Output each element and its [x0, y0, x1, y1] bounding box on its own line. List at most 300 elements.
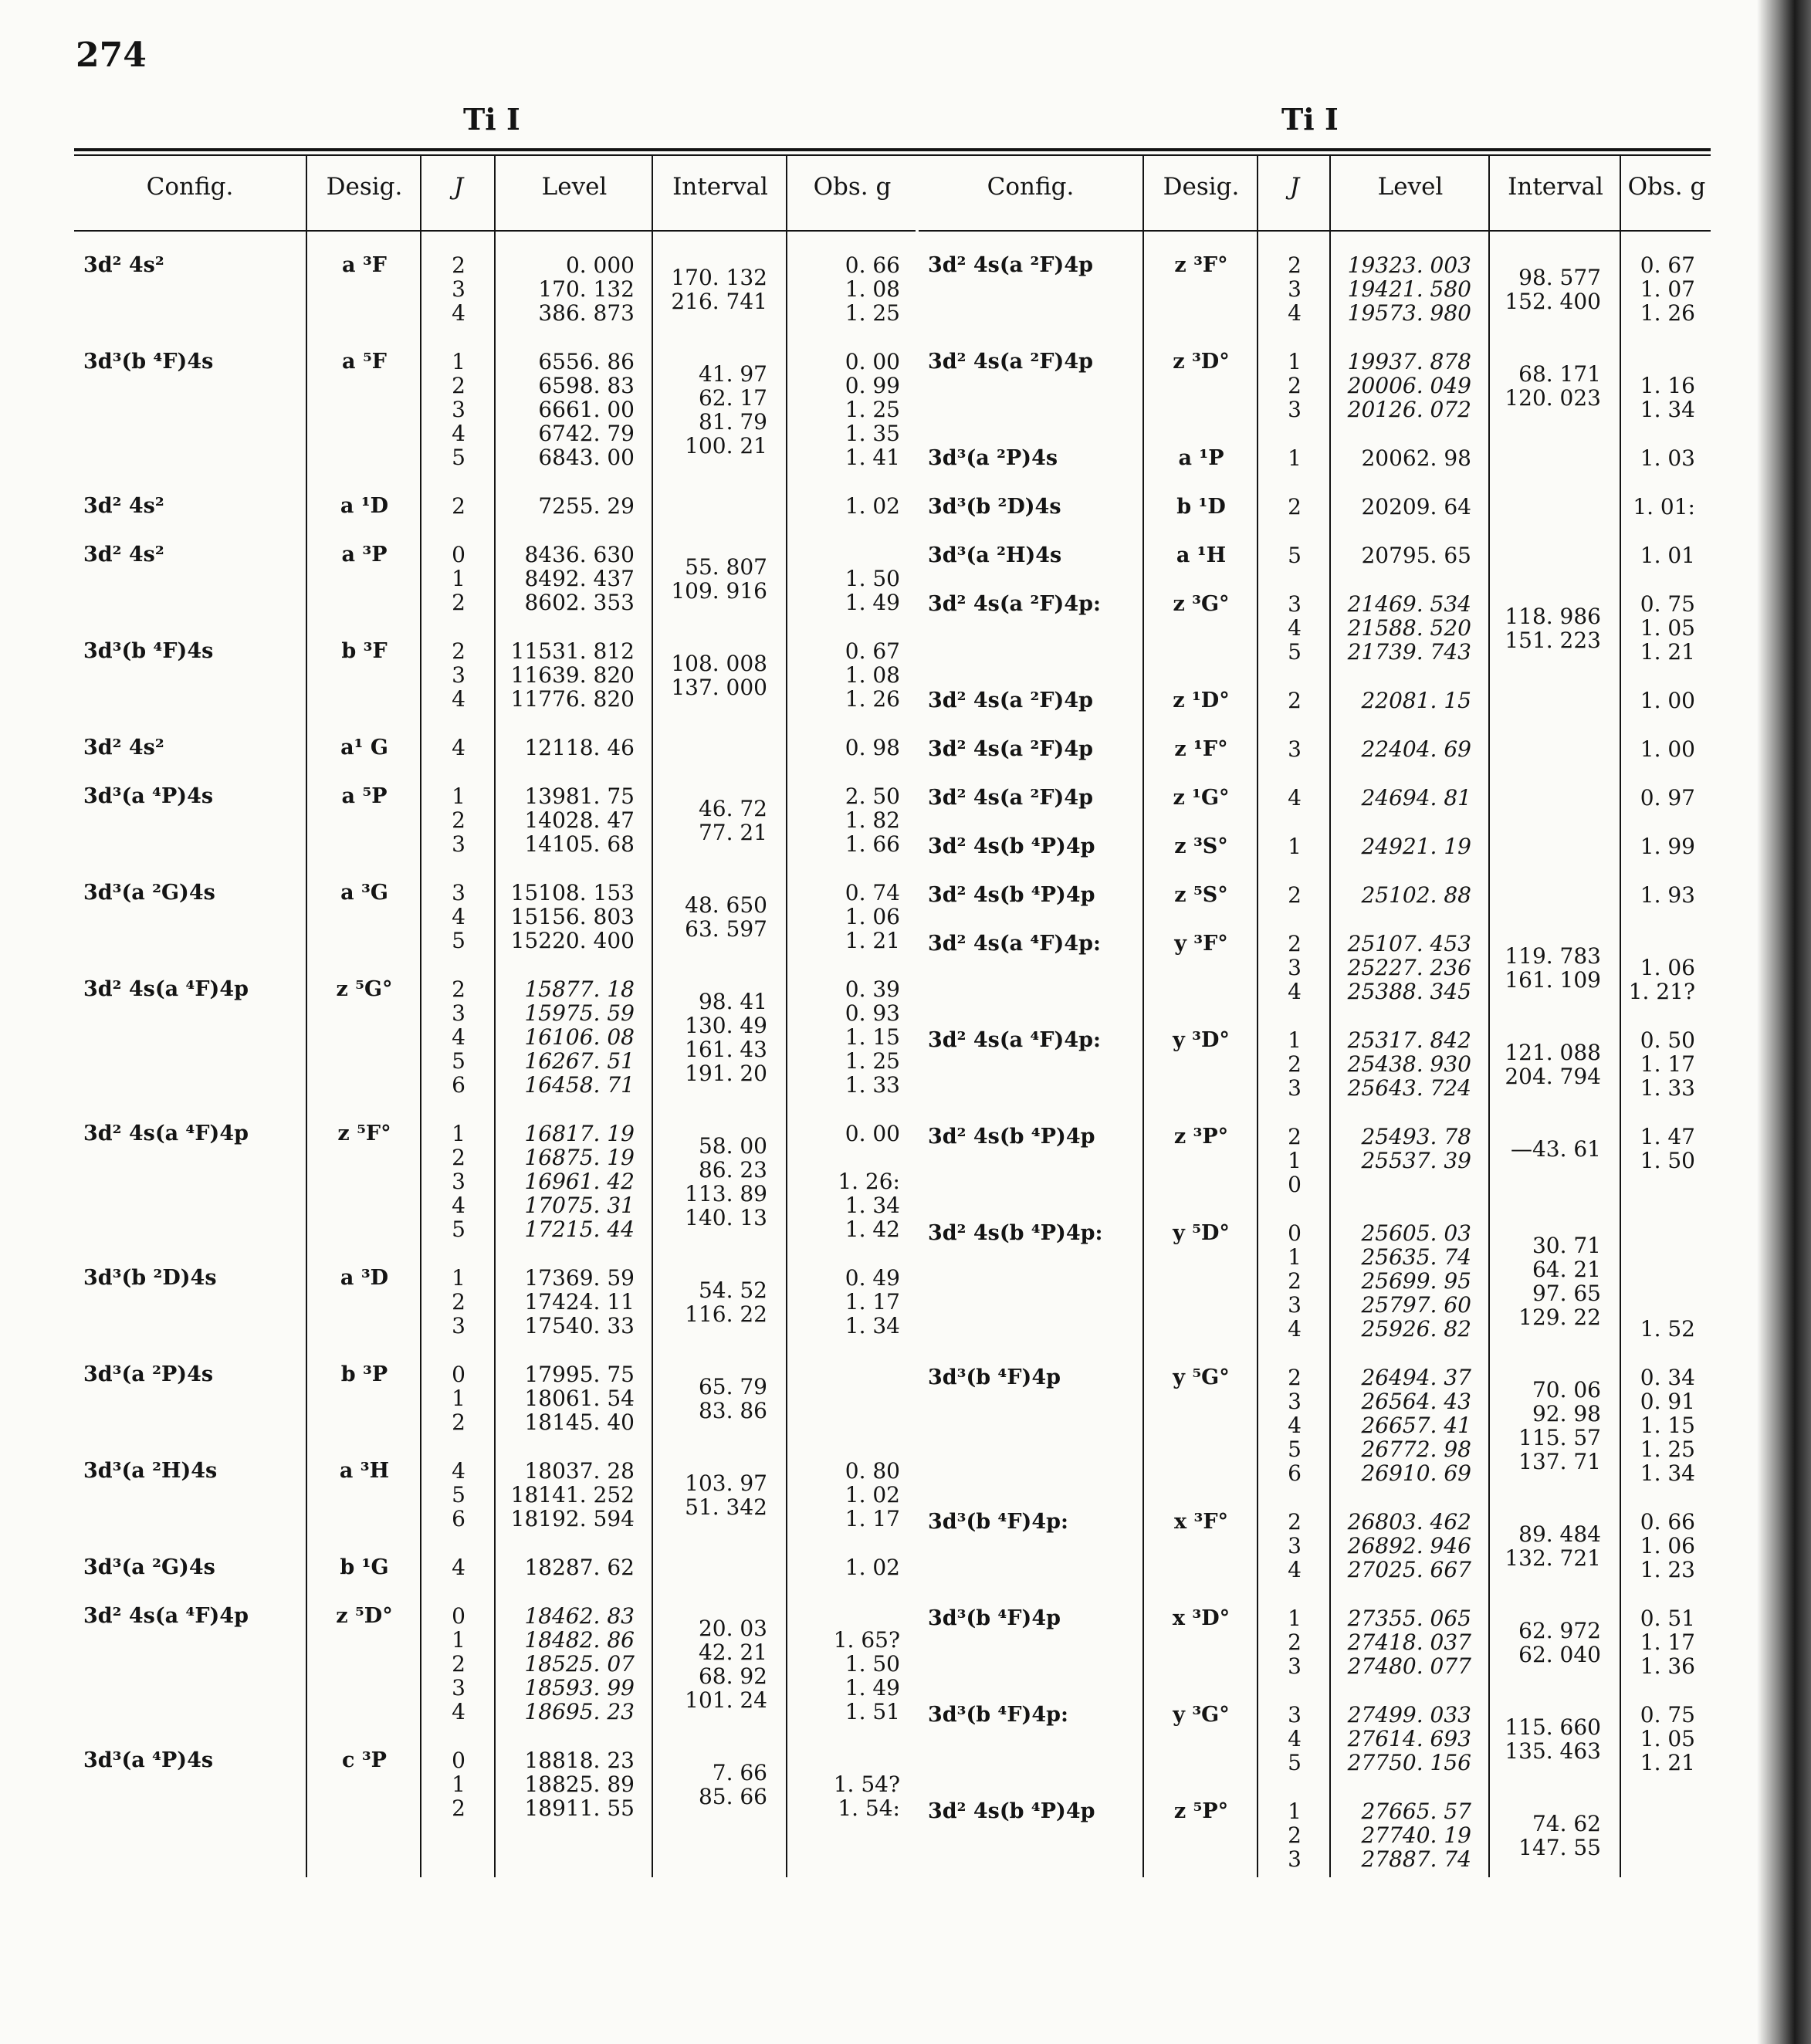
j-value: 4 [1288, 1726, 1302, 1751]
j-value: 5 [452, 1217, 465, 1242]
obs-g-value: 1. 50 [1640, 1148, 1695, 1173]
j-value: 0 [1288, 1172, 1302, 1197]
obs-g-value: 1. 05 [1640, 615, 1695, 641]
obs-g-value: 1. 42 [845, 1217, 900, 1242]
level-value: 20062. 98 [1361, 445, 1471, 471]
interval-value: 170. 132 [671, 265, 767, 290]
level-value: 24921. 19 [1361, 834, 1471, 859]
designation-cell: z ⁵S° [1174, 883, 1228, 907]
level-value: 20126. 072 [1347, 397, 1471, 422]
j-value: 4 [452, 735, 465, 760]
designation-cell: a ¹D [340, 494, 389, 518]
config-cell: 3d³(b ⁴F)4p [928, 1365, 1061, 1389]
designation-cell: z ⁵G° [336, 977, 393, 1001]
j-value: 3 [452, 276, 465, 302]
table-row [919, 446, 1711, 470]
interval-value: 108. 008 [671, 651, 767, 676]
j-value: 3 [1288, 276, 1302, 302]
page-number: 274 [76, 36, 147, 75]
table-row [919, 1365, 1711, 1485]
designation-cell: a ³D [340, 1266, 389, 1290]
config-cell: 3d³(b ⁴F)4s [83, 639, 214, 663]
j-value: 3 [1288, 1292, 1302, 1318]
obs-g-value: 1. 50 [845, 566, 900, 591]
j-value: 1 [452, 1627, 465, 1653]
j-value: 4 [452, 1458, 465, 1484]
level-value: 25102. 88 [1361, 882, 1471, 908]
interval-value: 86. 23 [698, 1157, 767, 1183]
level-value: 18482. 86 [524, 1627, 635, 1653]
j-value: 2 [1288, 373, 1302, 398]
config-cell: 3d³(a ⁴P)4s [83, 784, 214, 808]
level-value: 26910. 69 [1361, 1460, 1471, 1486]
level-value: 25317. 842 [1347, 1027, 1471, 1053]
level-value: 24694. 81 [1361, 785, 1471, 810]
level-value: 27887. 74 [1361, 1846, 1471, 1872]
j-value: 3 [452, 1000, 465, 1026]
obs-g-value: 1. 16 [1640, 373, 1695, 398]
level-value: 170. 132 [538, 276, 635, 302]
j-value: 4 [452, 1555, 465, 1580]
j-value: 5 [1288, 639, 1302, 665]
level-value: 21588. 520 [1347, 615, 1471, 641]
obs-g-value: 1. 02 [845, 1555, 900, 1580]
interval-value: 137. 71 [1518, 1449, 1601, 1474]
level-value: 17369. 59 [524, 1265, 635, 1291]
j-value: 4 [1288, 1557, 1302, 1582]
table-row [74, 977, 916, 1097]
j-value: 0 [452, 542, 465, 567]
interval-value: 140. 13 [685, 1205, 767, 1230]
j-value: 2 [452, 807, 465, 833]
designation-cell: y ³D° [1173, 1028, 1230, 1052]
table-row [74, 253, 916, 325]
config-cell: 3d³(a ²H)4s [83, 1459, 218, 1483]
obs-g-value: 1. 25 [1640, 1437, 1695, 1462]
obs-g-value: 1. 21? [1628, 979, 1695, 1004]
level-value: 18061. 54 [524, 1386, 635, 1411]
j-value: 2 [452, 252, 465, 278]
table-row [74, 1459, 916, 1531]
interval-value: 64. 21 [1532, 1257, 1601, 1282]
table-row [74, 350, 916, 469]
header-obs-g: Obs. g [1627, 173, 1706, 201]
left-table [74, 154, 916, 1877]
obs-g-value: 0. 50 [1640, 1027, 1695, 1053]
obs-g-value: 1. 41 [845, 445, 900, 470]
j-value: 1 [1288, 1244, 1302, 1270]
j-value: 0 [452, 1362, 465, 1387]
level-value: 18525. 07 [524, 1651, 635, 1677]
table-row [919, 253, 1711, 325]
table-row [74, 881, 916, 953]
level-value: 6742. 79 [538, 421, 635, 446]
j-value: 3 [452, 397, 465, 422]
header-level: Level [1377, 173, 1444, 201]
obs-g-value: 1. 00 [1640, 688, 1695, 713]
level-value: 14105. 68 [524, 831, 635, 857]
level-value: 17995. 75 [524, 1362, 635, 1387]
interval-value: 54. 52 [698, 1278, 767, 1303]
designation-cell: x ³F° [1174, 1510, 1228, 1534]
j-value: 4 [452, 686, 465, 712]
level-value: 27025. 667 [1347, 1557, 1471, 1582]
obs-g-value: 1. 21 [1640, 639, 1695, 665]
obs-g-value: 0. 00 [845, 1121, 900, 1146]
obs-g-value: 1. 33 [845, 1072, 900, 1098]
table-row [919, 1125, 1711, 1196]
j-value: 2 [1288, 931, 1302, 956]
j-value: 4 [1288, 300, 1302, 326]
interval-value: 85. 66 [698, 1784, 767, 1809]
config-cell: 3d³(a ²G)4s [83, 881, 215, 905]
config-cell: 3d² 4s² [83, 494, 164, 518]
j-value: 4 [1288, 785, 1302, 810]
level-value: 15156. 803 [510, 904, 635, 929]
j-value: 1 [452, 1265, 465, 1291]
interval-value: 48. 650 [685, 892, 767, 918]
j-value: 4 [452, 300, 465, 326]
designation-cell: z ¹G° [1173, 786, 1230, 810]
interval-value: 161. 109 [1505, 967, 1601, 993]
interval-value: 161. 43 [685, 1037, 767, 1062]
obs-g-value: 1. 06 [1640, 955, 1695, 980]
obs-g-value: 1. 08 [845, 662, 900, 688]
level-value: 8436. 630 [524, 542, 635, 567]
j-value: 6 [452, 1072, 465, 1098]
level-value: 25493. 78 [1361, 1124, 1471, 1149]
obs-g-value: 1. 34 [845, 1313, 900, 1338]
obs-g-value: 0. 34 [1640, 1365, 1695, 1390]
obs-g-value: 1. 08 [845, 276, 900, 302]
j-value: 2 [1288, 1365, 1302, 1390]
header-level: Level [541, 173, 608, 201]
designation-cell: z ³S° [1174, 834, 1228, 858]
j-value: 2 [452, 1795, 465, 1821]
obs-g-value: 1. 21 [845, 928, 900, 953]
obs-g-value: 1. 36 [1640, 1653, 1695, 1679]
level-value: 13981. 75 [524, 783, 635, 809]
obs-g-value: 0. 75 [1640, 1702, 1695, 1728]
designation-cell: b ³F [341, 639, 388, 663]
interval-value: 113. 89 [685, 1181, 767, 1206]
j-value: 2 [452, 373, 465, 398]
designation-cell: z ⁵F° [337, 1122, 391, 1146]
j-value: 1 [452, 783, 465, 809]
obs-g-value: 1. 49 [845, 1675, 900, 1701]
level-value: 20006. 049 [1347, 373, 1471, 398]
j-value: 1 [1288, 1148, 1302, 1173]
config-cell: 3d³(a ²H)4s [928, 543, 1062, 567]
obs-g-value: 1. 15 [1640, 1413, 1695, 1438]
level-value: 18593. 99 [524, 1675, 635, 1701]
obs-g-value: 1. 65? [833, 1627, 900, 1653]
designation-cell: b ¹D [1176, 495, 1226, 519]
interval-value: 62. 040 [1518, 1642, 1601, 1667]
designation-cell: z ¹D° [1173, 689, 1230, 712]
level-value: 18911. 55 [524, 1795, 635, 1821]
config-cell: 3d² 4s(a ²F)4p [928, 786, 1093, 810]
designation-cell: z ¹F° [1174, 737, 1228, 761]
j-value: 2 [452, 493, 465, 519]
j-value: 2 [452, 590, 465, 615]
designation-cell: x ³D° [1172, 1606, 1230, 1630]
table-row [919, 1221, 1711, 1341]
j-value: 2 [1288, 1822, 1302, 1848]
header-desig: Desig. [1163, 173, 1240, 201]
j-value: 4 [1288, 979, 1302, 1004]
interval-value: 132. 721 [1505, 1545, 1601, 1571]
j-value: 3 [1288, 955, 1302, 980]
designation-cell: c ³P [342, 1748, 387, 1772]
designation-cell: z ³P° [1173, 1125, 1229, 1149]
j-value: 2 [1288, 1268, 1302, 1294]
obs-g-value: 1. 02 [845, 1482, 900, 1508]
table-row [74, 784, 916, 856]
j-value: 2 [452, 638, 465, 664]
j-value: 2 [452, 1145, 465, 1170]
designation-cell: z ⁵D° [336, 1604, 393, 1628]
j-value: 0 [1288, 1220, 1302, 1246]
table-row [919, 1703, 1711, 1775]
j-value: 3 [452, 662, 465, 688]
level-value: 19323. 003 [1347, 252, 1471, 278]
config-cell: 3d³(a ²P)4s [83, 1362, 214, 1386]
config-cell: 3d² 4s(a ⁴F)4p [83, 977, 249, 1001]
designation-cell: a ³H [339, 1459, 390, 1483]
config-cell: 3d² 4s(a ²F)4p: [928, 592, 1101, 616]
designation-cell: a ³G [340, 881, 388, 905]
j-value: 3 [1288, 1653, 1302, 1679]
table-row [919, 592, 1711, 664]
header-desig: Desig. [326, 173, 403, 201]
obs-g-value: 0. 74 [845, 880, 900, 905]
obs-g-value: 1. 50 [845, 1651, 900, 1677]
interval-value: 147. 55 [1518, 1835, 1601, 1860]
j-value: 4 [452, 1699, 465, 1724]
designation-cell: y ³G° [1173, 1703, 1230, 1727]
table-row [74, 1122, 916, 1241]
level-value: 25107. 453 [1347, 931, 1471, 956]
level-value: 25537. 39 [1361, 1148, 1471, 1173]
obs-g-value: 0. 93 [845, 1000, 900, 1026]
obs-g-value: 1. 54: [838, 1795, 900, 1821]
level-value: 8492. 437 [524, 566, 635, 591]
j-value: 1 [452, 1121, 465, 1146]
interval-value: 55. 807 [685, 554, 767, 580]
right-table [919, 154, 1711, 1877]
obs-g-value: 1. 35 [845, 421, 900, 446]
header-obs-g: Obs. g [813, 173, 892, 201]
level-value: 386. 873 [538, 300, 635, 326]
j-value: 5 [1288, 543, 1302, 568]
interval-value: 98. 577 [1518, 265, 1601, 290]
obs-g-value: 0. 97 [1640, 785, 1695, 810]
level-value: 18141. 252 [510, 1482, 635, 1508]
config-cell: 3d² 4s(a ⁴F)4p [83, 1122, 249, 1146]
config-cell: 3d² 4s² [83, 736, 164, 760]
obs-g-value: 0. 67 [845, 638, 900, 664]
level-value: 6598. 83 [538, 373, 635, 398]
config-cell: 3d² 4s(b ⁴P)4p [928, 834, 1095, 858]
obs-g-value: 1. 07 [1640, 276, 1695, 302]
j-value: 1 [1288, 1799, 1302, 1824]
interval-value: 135. 463 [1505, 1738, 1601, 1764]
designation-cell: z ³D° [1173, 350, 1230, 374]
j-value: 4 [452, 1024, 465, 1050]
level-value: 27665. 57 [1361, 1799, 1471, 1824]
level-value: 19421. 580 [1347, 276, 1471, 302]
table-row [919, 1510, 1711, 1582]
interval-value: 42. 21 [698, 1640, 767, 1665]
level-value: 16875. 19 [524, 1145, 635, 1170]
level-value: 16267. 51 [524, 1048, 635, 1074]
config-cell: 3d² 4s(b ⁴P)4p [928, 1799, 1095, 1823]
obs-g-value: 1. 54? [833, 1772, 900, 1797]
j-value: 1 [1288, 834, 1302, 859]
table-row [919, 1028, 1711, 1100]
interval-value: 98. 41 [698, 989, 767, 1014]
j-value: 4 [452, 904, 465, 929]
obs-g-value: 1. 34 [1640, 1460, 1695, 1486]
j-value: 3 [452, 1675, 465, 1701]
j-value: 4 [1288, 1316, 1302, 1342]
config-cell: 3d² 4s(b ⁴P)4p [928, 1125, 1095, 1149]
obs-g-value: 2. 50 [845, 783, 900, 809]
table-row [74, 1266, 916, 1338]
obs-g-value: 1. 25 [845, 1048, 900, 1074]
header-config: Config. [146, 173, 234, 201]
config-cell: 3d² 4s(a ⁴F)4p: [928, 932, 1101, 956]
interval-value: 92. 98 [1532, 1401, 1601, 1426]
obs-g-value: 1. 25 [845, 397, 900, 422]
level-value: 17215. 44 [524, 1217, 635, 1242]
j-value: 1 [1288, 1027, 1302, 1053]
level-value: 16817. 19 [524, 1121, 635, 1146]
interval-value: 68. 92 [698, 1663, 767, 1689]
config-cell: 3d³(a ⁴P)4s [83, 1748, 214, 1772]
j-value: 5 [452, 928, 465, 953]
j-value: 0 [452, 1603, 465, 1629]
level-value: 25605. 03 [1361, 1220, 1471, 1246]
config-cell: 3d² 4s² [83, 543, 164, 567]
j-value: 2 [452, 1289, 465, 1315]
designation-cell: a ³F [342, 253, 387, 277]
j-value: 3 [452, 880, 465, 905]
obs-g-value: 1. 06 [845, 904, 900, 929]
level-value: 27355. 065 [1347, 1606, 1471, 1631]
level-value: 17075. 31 [524, 1193, 635, 1218]
designation-cell: a ¹P [1178, 446, 1224, 470]
interval-value: 7. 66 [712, 1760, 767, 1785]
table-row [919, 689, 1711, 712]
interval-value: —43. 61 [1510, 1136, 1601, 1162]
config-cell: 3d³(b ⁴F)4p [928, 1606, 1061, 1630]
obs-g-value: 1. 17 [1640, 1629, 1695, 1655]
interval-value: 121. 088 [1505, 1040, 1601, 1065]
obs-g-value: 1. 82 [845, 807, 900, 833]
level-value: 22404. 69 [1361, 736, 1471, 762]
j-value: 1 [452, 1772, 465, 1797]
j-value: 3 [452, 831, 465, 857]
level-value: 18287. 62 [524, 1555, 635, 1580]
interval-value: 63. 597 [685, 916, 767, 942]
level-value: 26892. 946 [1347, 1533, 1471, 1558]
designation-cell: z ³F° [1174, 253, 1228, 277]
obs-g-value: 0. 00 [845, 349, 900, 374]
interval-value: 204. 794 [1505, 1064, 1601, 1089]
config-cell: 3d² 4s(a ²F)4p [928, 737, 1093, 761]
table-row [74, 1604, 916, 1724]
table-row [74, 736, 916, 760]
level-value: 25438. 930 [1347, 1051, 1471, 1077]
level-value: 26494. 37 [1361, 1365, 1471, 1390]
level-value: 25227. 236 [1347, 955, 1471, 980]
j-value: 0 [452, 1748, 465, 1773]
interval-value: 20. 03 [698, 1616, 767, 1641]
table-row [74, 543, 916, 614]
interval-value: 46. 72 [698, 796, 767, 821]
j-value: 3 [1288, 1389, 1302, 1414]
table-row [919, 932, 1711, 1003]
header-j: J [453, 173, 464, 201]
level-value: 27499. 033 [1347, 1702, 1471, 1728]
interval-value: 103. 97 [685, 1470, 767, 1496]
config-cell: 3d² 4s(a ²F)4p [928, 253, 1093, 277]
table-row [919, 1799, 1711, 1871]
level-value: 22081. 15 [1361, 688, 1471, 713]
obs-g-value: 0. 75 [1640, 591, 1695, 617]
level-value: 18825. 89 [524, 1772, 635, 1797]
obs-g-value: 1. 33 [1640, 1075, 1695, 1101]
obs-g-value: 1. 21 [1640, 1750, 1695, 1775]
j-value: 2 [452, 1409, 465, 1435]
interval-value: 30. 71 [1532, 1233, 1601, 1258]
interval-value: 152. 400 [1505, 289, 1601, 314]
j-value: 3 [452, 1313, 465, 1338]
level-value: 25797. 60 [1361, 1292, 1471, 1318]
designation-cell: y ⁵D° [1173, 1221, 1230, 1245]
interval-value: 101. 24 [685, 1687, 767, 1713]
j-value: 3 [1288, 397, 1302, 422]
level-value: 20795. 65 [1361, 543, 1471, 568]
config-cell: 3d³(a ²P)4s [928, 446, 1058, 470]
j-value: 1 [1288, 445, 1302, 471]
header-j: J [1289, 173, 1300, 201]
level-value: 26772. 98 [1361, 1437, 1471, 1462]
level-value: 0. 000 [565, 252, 635, 278]
header-config: Config. [987, 173, 1075, 201]
j-value: 1 [452, 349, 465, 374]
table-header [919, 154, 1711, 232]
table-row [919, 737, 1711, 761]
level-value: 25635. 74 [1361, 1244, 1471, 1270]
obs-g-value: 1. 00 [1640, 736, 1695, 762]
level-value: 7255. 29 [538, 493, 635, 519]
level-value: 26803. 462 [1347, 1509, 1471, 1535]
table-row [74, 1362, 916, 1434]
designation-cell: z ³G° [1173, 592, 1230, 616]
obs-g-value: 1. 26 [1640, 300, 1695, 326]
obs-g-value: 1. 66 [845, 831, 900, 857]
j-value: 2 [1288, 882, 1302, 908]
interval-value: 77. 21 [698, 820, 767, 845]
j-value: 5 [452, 1482, 465, 1508]
table-row [919, 1606, 1711, 1678]
obs-g-value: 1. 02 [845, 493, 900, 519]
table-row [74, 1748, 916, 1820]
level-value: 18037. 28 [524, 1458, 635, 1484]
